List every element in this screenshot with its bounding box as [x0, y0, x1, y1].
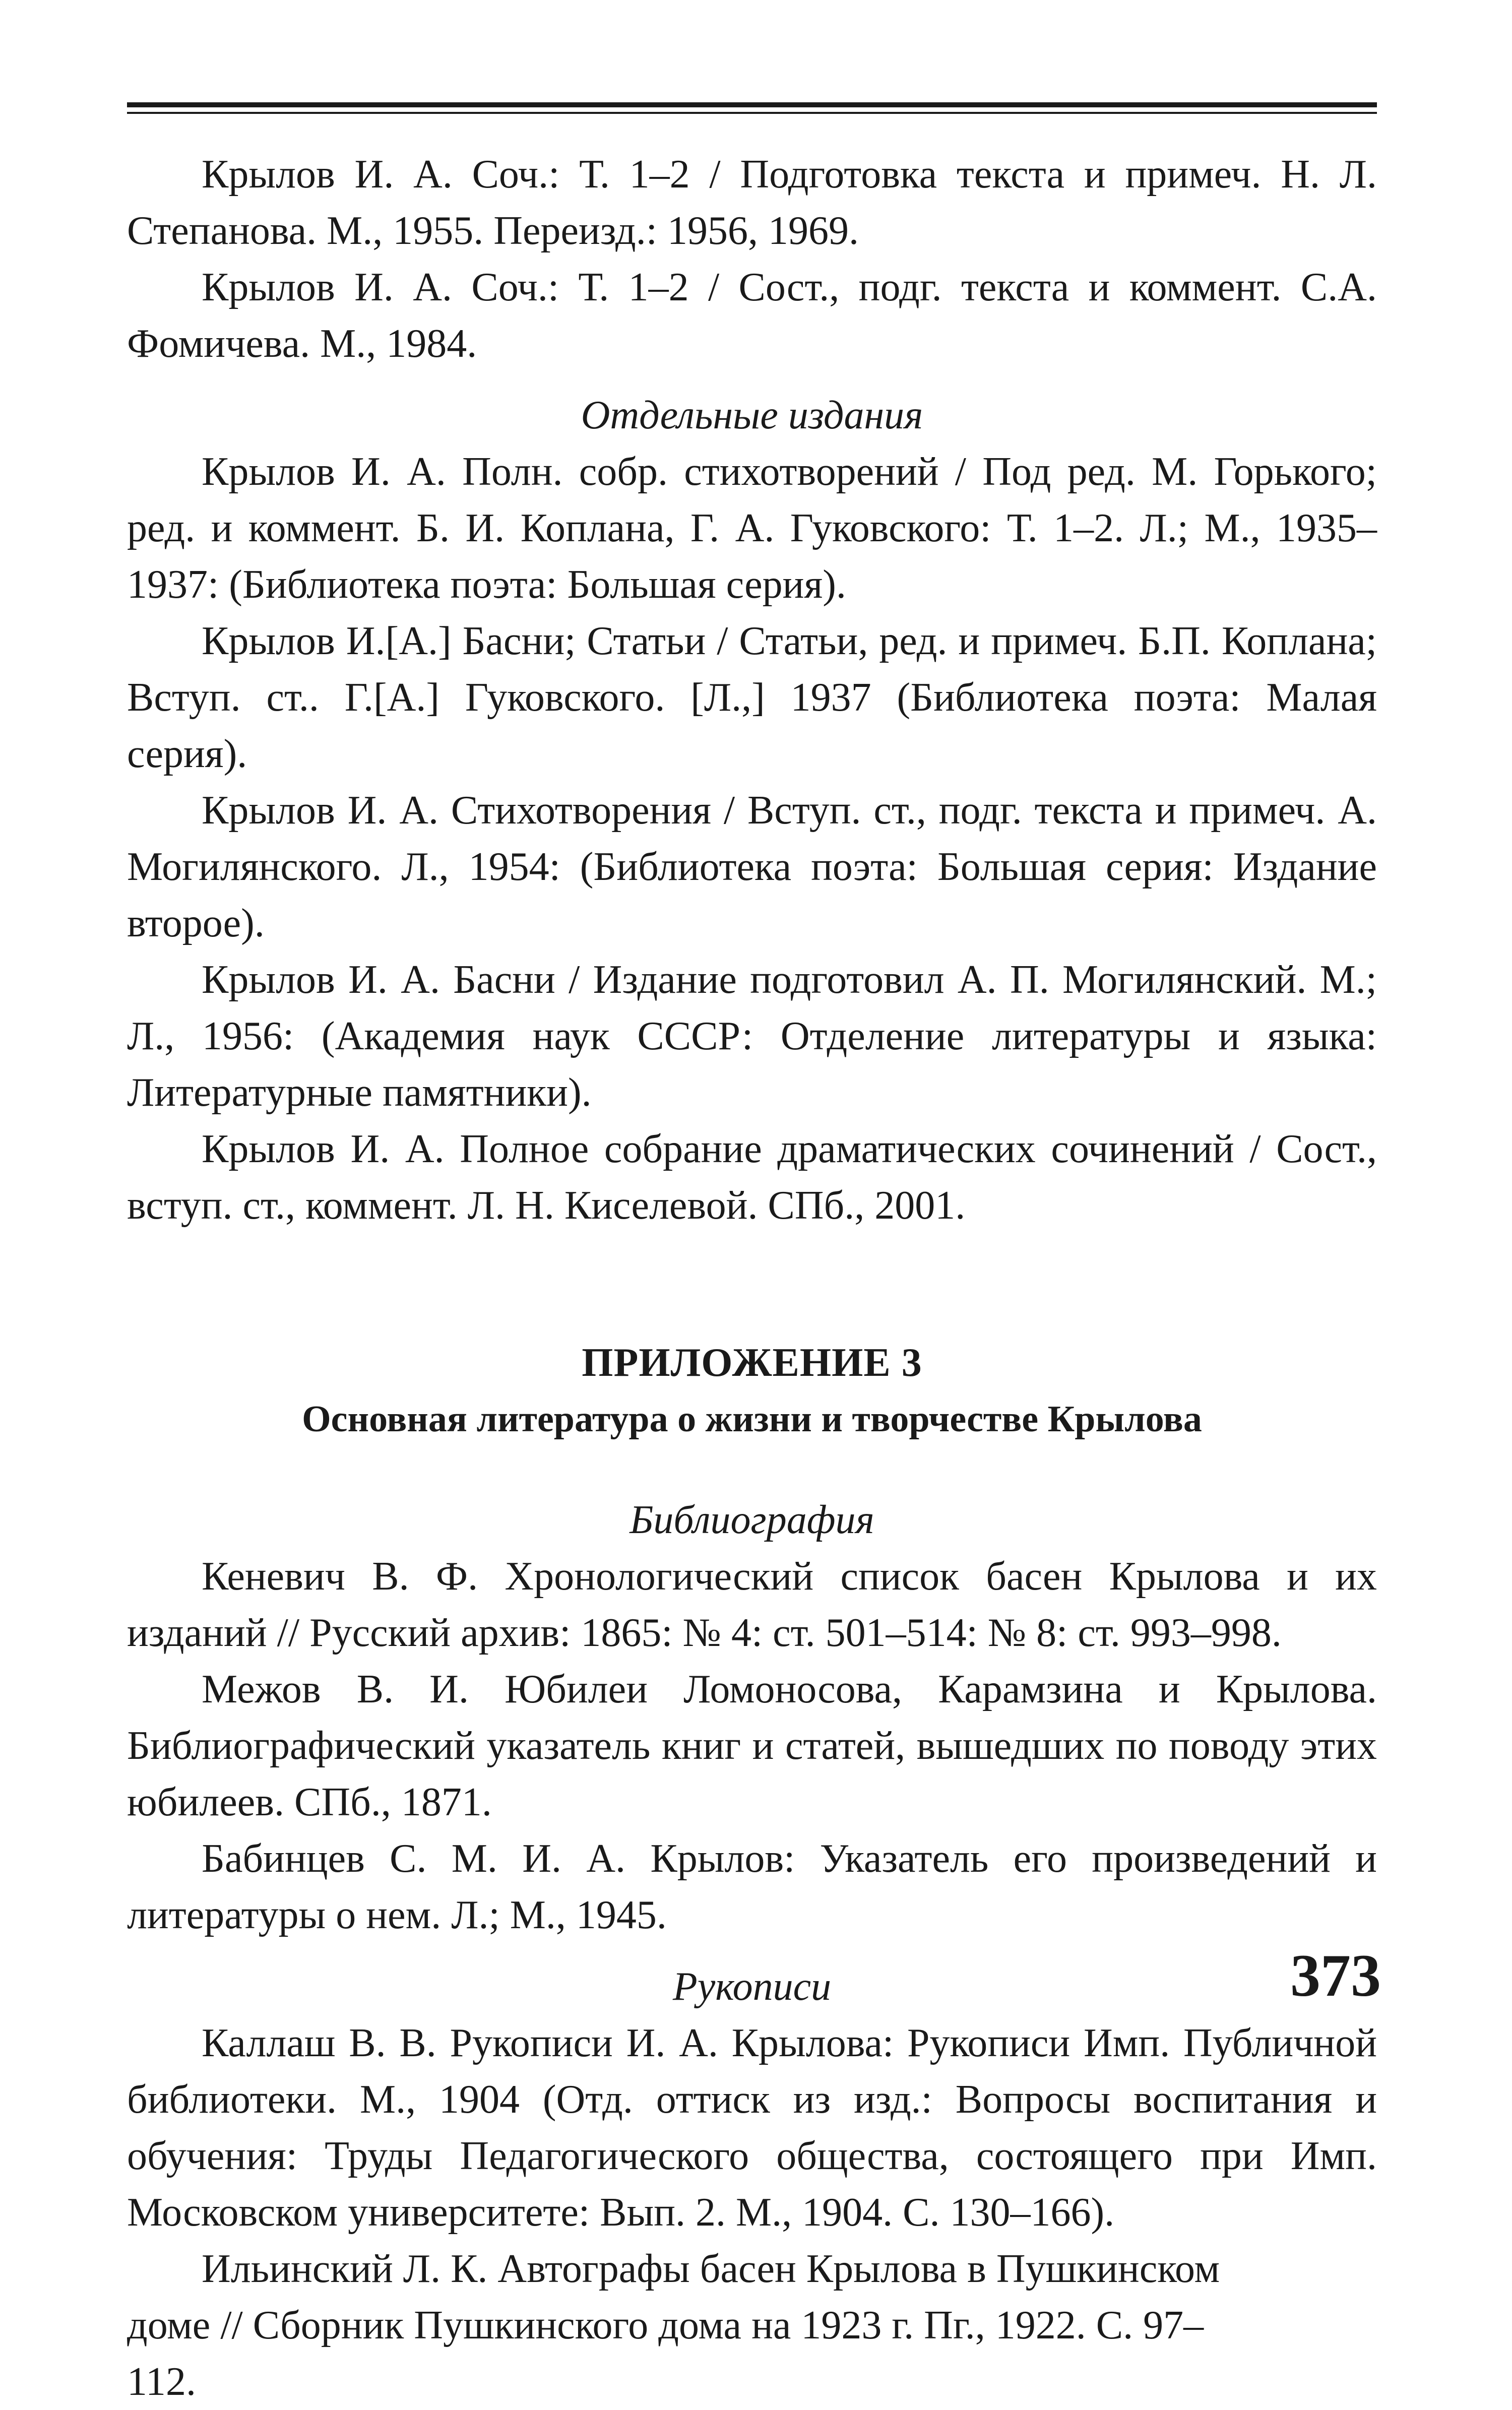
appendix-subtitle: Основная литература о жизни и творчестве Крылова — [302, 1399, 1202, 1440]
page-content — [127, 146, 1381, 2410]
bib-entry: Каллаш В. В. Рукописи И. А. Крылова: Рукописи Имп. Публичной библиотеки. М., 1904 (Отд. оттиск из изд.: Вопросы воспитания и обучения: Труды Педагогического общества, состоящего при Имп. Московском университете: Вып. 2. М., 1904. С. 130–166). — [127, 2021, 1377, 2235]
bib-entry: Бабинцев С. М. И. А. Крылов: Указатель его произведений и литературы о нем. Л.; М., 1945. — [127, 1836, 1377, 1937]
bib-entry: Крылов И. А. Полное собрание драматических сочинений / Сост., вступ. ст., коммент. Л. Н. Киселевой. СПб., 2001. — [127, 1127, 1377, 1228]
bib-entry: Ильинский Л. К. Автографы басен Крылова в Пушкинском доме // Сборник Пушкинского дома на 1923 г. Пг., 1922. С. 97–112. — [127, 2247, 1220, 2404]
bib-entry: Кеневич В. Ф. Хронологический список басен Крылова и их изданий // Русский архив: 1865: № 4: ст. 501–514: № 8: ст. 993–998. — [127, 1554, 1377, 1655]
bib-entry: Крылов И. А. Полн. собр. стихотворений / Под ред. М. Горького; ред. и коммент. Б. И. Коплана, Г. А. Гуковского: Т. 1–2. Л.; М., 1935–1937: (Библиотека поэта: Большая серия). — [127, 450, 1377, 607]
page-number: 373 — [1290, 1942, 1381, 2009]
bib-entry: Крылов И. А. Соч.: Т. 1–2 / Подготовка текста и примеч. Н. Л. Степанова. М., 1955. Переизд.: 1956, 1969. — [127, 152, 1377, 253]
bib-entry: Межов В. И. Юбилеи Ломоносова, Карамзина и Крылова. Библиографический указатель книг и статей, вышедших по поводу этих юбилеев. СПб., 1871. — [127, 1667, 1377, 1824]
bib-entry: Крылов И. А. Басни / Издание подготовил А. П. Могилянский. М.; Л., 1956: (Академия наук СССР: Отделение литературы и языка: Литературные памятники). — [127, 958, 1377, 1115]
bib-entry: Крылов И. А. Соч.: Т. 1–2 / Сост., подг. текста и коммент. С.А. Фомичева. М., 1984. — [127, 265, 1377, 366]
section-heading-separate-editions: Отдельные издания — [581, 393, 923, 437]
section-heading-manuscripts: Рукописи — [672, 1964, 832, 2009]
bib-entry: Крылов И.[А.] Басни; Статьи / Статьи, ред. и примеч. Б.П. Коплана; Вступ. ст.. Г.[А.] Гуковского. [Л.,] 1937 (Библиотека поэта: Малая серия). — [127, 619, 1377, 776]
section-heading-bibliography: Библиография — [629, 1498, 874, 1542]
header-rule-thin — [127, 112, 1377, 114]
bib-entry: Крылов И. А. Стихотворения / Вступ. ст., подг. текста и примеч. А. Могилянского. Л., 1954: (Библиотека поэта: Большая серия: Издание второе). — [127, 788, 1377, 945]
appendix-title: ПРИЛОЖЕНИЕ 3 — [582, 1341, 922, 1385]
header-rule-thick — [127, 102, 1377, 107]
